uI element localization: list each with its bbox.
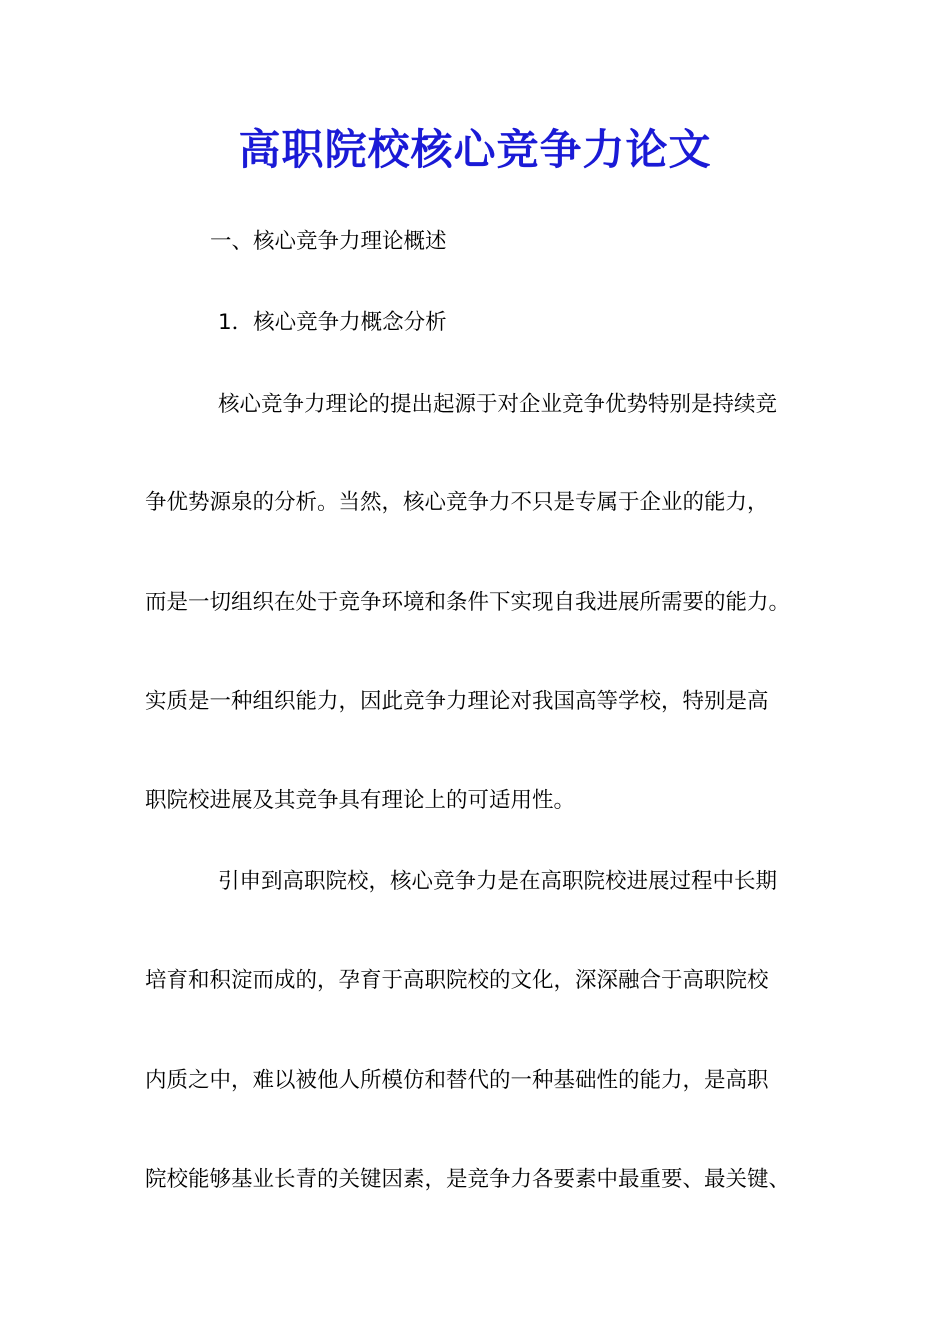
paragraph-line: 实质是一种组织能力，因此竞争力理论对我国高等学校，特别是高: [145, 689, 769, 714]
paragraph-line: 内质之中，难以被他人所模仿和替代的一种基础性的能力，是高职: [145, 1068, 769, 1093]
paragraph-line: 培育和积淀而成的，孕育于高职院校的文化，深深融合于高职院校: [145, 968, 769, 993]
section-heading: 一、核心竞争力理论概述: [210, 229, 447, 254]
paragraph-line: 职院校进展及其竞争具有理论上的可适用性。: [145, 788, 576, 813]
page-title: 高职院校核心竞争力论文: [238, 125, 712, 174]
paragraph-line: 核心竞争力理论的提出起源于对企业竞争优势特别是持续竞: [218, 392, 778, 417]
subsection-heading: 1．核心竞争力概念分析: [218, 310, 447, 335]
paragraph-line: 引申到高职院校，核心竞争力是在高职院校进展过程中长期: [218, 869, 778, 894]
paragraph-line: 争优势源泉的分析。当然，核心竞争力不只是专属于企业的能力，: [145, 490, 769, 515]
paragraph-line: 院校能够基业长青的关键因素，是竞争力各要素中最重要、最关键、: [145, 1167, 791, 1192]
paragraph-line: 而是一切组织在处于竞争环境和条件下实现自我进展所需要的能力。: [145, 590, 791, 615]
